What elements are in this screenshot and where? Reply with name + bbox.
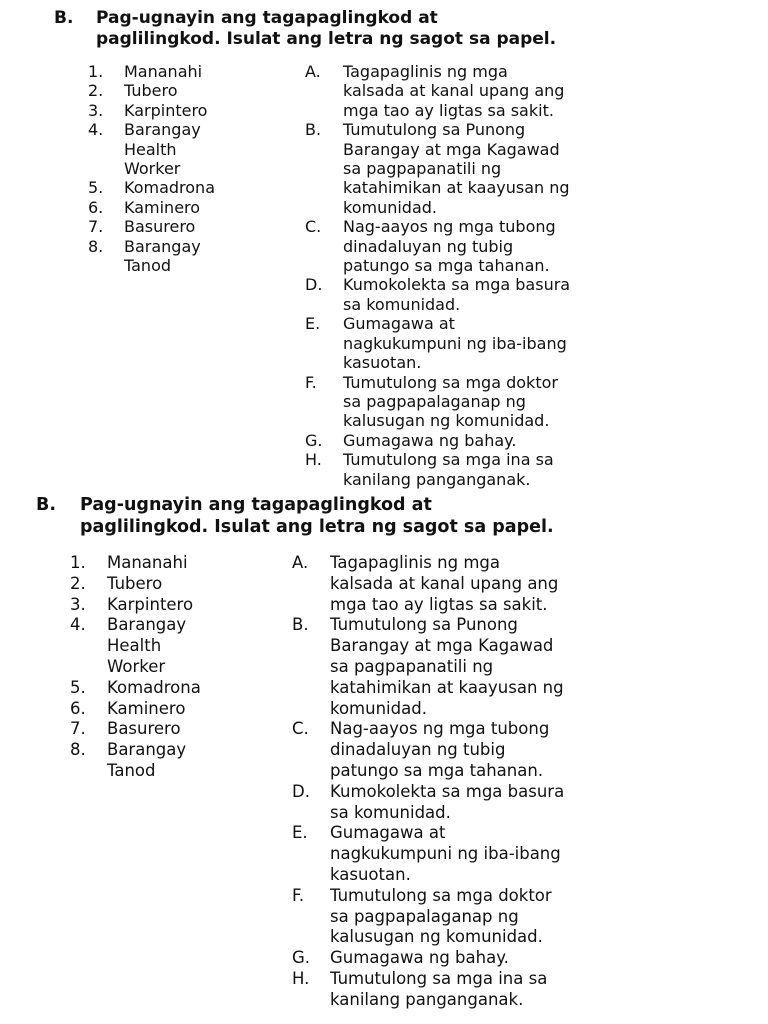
worker-name [124,120,201,178]
service-item [292,823,742,885]
text-line: Kaminero [124,197,201,217]
exercise-section-2 [0,494,768,1024]
service-description [330,886,552,948]
text-line: Kumokolekta sa mga basura [343,275,571,295]
worker-item [70,615,285,677]
text-line: Tubero [107,573,163,593]
service-description [330,719,549,781]
worker-number: 3. [70,594,86,614]
service-item [305,217,735,275]
worker-name [124,178,215,197]
service-letter: A. [305,62,321,81]
text-line: Tubero [124,81,178,101]
worker-number: 1. [70,553,86,572]
service-letter: H. [305,450,322,470]
workers-list [70,553,285,782]
text-line: mga tao ay ligtas sa sakit. [343,100,554,120]
text-line: Basurero [124,217,196,237]
instructions-line: Pag-ugnayin ang tagapaglingkod at [96,8,438,28]
services-list [292,553,742,1011]
text-line: nagkukumpuni ng iba-ibang [343,333,567,353]
service-description [343,314,567,372]
service-letter: F. [292,885,305,905]
worker-item [88,198,293,217]
text-line: kanilang panganganak. [330,989,524,1009]
worker-name [124,62,202,81]
text-line: Worker [107,656,166,676]
worker-name [107,699,185,720]
worker-number: 8. [88,236,104,256]
text-line: dinadaluyan ng tubig [330,740,506,760]
worker-name [124,198,200,217]
worker-number: 2. [88,81,104,101]
text-line: kanilang panganganak. [343,469,531,489]
text-line: nagkukumpuni ng iba-ibang [330,844,561,864]
text-line: Barangay at mga Kagawad [330,636,554,656]
worker-name [124,237,201,276]
service-letter: A. [292,553,309,572]
text-line: patungo sa mga tahanan. [330,760,544,780]
worker-name [107,719,181,740]
worker-item [70,719,285,740]
text-line: sa pagpapanatili ng [330,656,494,676]
text-line: kalusugan ng komunidad. [343,411,550,431]
service-description [343,62,564,120]
worker-item [88,101,293,120]
worker-item [70,595,285,616]
text-line: Tumutulong sa Punong [330,615,518,635]
exercise-instructions [80,494,554,538]
text-line: Gumagawa ng bahay. [343,430,517,450]
service-description [330,553,558,615]
text-line: Mananahi [107,553,188,572]
service-description [330,782,564,824]
worker-item [88,62,293,81]
worker-name [124,101,207,120]
service-item [292,782,742,824]
text-line: Tumutulong sa Punong [343,120,526,140]
instructions-line: paglilingkod. Isulat ang letra ng sagot sa papel. [80,517,554,537]
text-line: komunidad. [330,698,427,718]
section-letter: B. [54,8,74,28]
service-letter: B. [292,615,309,635]
service-item [292,553,742,615]
worker-name [107,678,201,699]
exercise-section-1 [0,0,768,490]
text-line: kalusugan ng komunidad. [330,927,543,947]
text-line: Kumokolekta sa mga basura [330,781,565,801]
worker-number: 5. [70,677,86,697]
service-description [343,373,558,431]
text-line: Health [124,139,177,159]
text-line: dinadaluyan ng tubig [343,236,514,256]
text-line: Tanod [124,256,172,276]
text-line: katahimikan at kaayusan ng [343,178,570,198]
service-letter: E. [292,823,308,843]
worker-number: 5. [88,178,104,198]
worker-item [88,81,293,100]
exercise-instructions [96,8,556,50]
instructions-line: paglilingkod. Isulat ang letra ng sagot sa papel. [96,29,557,49]
text-line: katahimikan at kaayusan ng [330,677,564,697]
service-description [343,275,570,314]
worker-item [70,678,285,699]
service-item [305,314,735,372]
exercise-header [54,8,556,50]
service-letter: C. [292,719,309,739]
text-line: Barangay [107,740,187,760]
worker-item [88,217,293,236]
worker-number: 7. [88,217,104,237]
text-line: kalsada at kanal upang ang [343,81,565,101]
service-letter: H. [292,968,310,988]
worker-number: 6. [70,698,86,718]
service-item [305,62,735,120]
worker-number: 1. [88,62,104,81]
worker-item [88,178,293,197]
service-item [292,719,742,781]
service-item [292,948,742,969]
text-line: Karpintero [124,100,208,120]
worker-name [124,217,195,236]
worker-number: 3. [88,100,104,120]
text-line: Tumutulong sa mga ina sa [330,968,548,988]
worker-number: 8. [70,740,86,760]
exercise-header [36,494,554,538]
worker-name [107,615,186,677]
text-line: mga tao ay ligtas sa sakit. [330,594,548,614]
text-line: sa komunidad. [330,802,451,822]
text-line: Barangay [107,615,187,635]
worker-number: 4. [88,120,104,140]
service-description [343,431,516,450]
service-letter: G. [292,948,311,968]
text-line: Komadrona [107,677,201,697]
text-line: Tanod [107,760,156,780]
service-description [330,969,547,1011]
text-line: Kaminero [107,698,186,718]
worker-number: 7. [70,719,86,739]
service-description [330,823,561,885]
text-line: patungo sa mga tahanan. [343,256,550,276]
service-letter: D. [305,275,323,295]
service-item [292,615,742,719]
text-line: komunidad. [343,197,437,217]
text-line: Tumutulong sa mga doktor [330,885,552,905]
text-line: sa pagpapalaganap ng [343,391,526,411]
worker-item [88,120,293,178]
worker-name [107,595,193,616]
text-line: Barangay [124,236,201,256]
text-line: Worker [124,159,181,179]
service-letter: D. [292,781,310,801]
service-description [343,120,570,217]
service-item [305,431,735,450]
worker-item [70,574,285,595]
text-line: sa pagpapalaganap ng [330,906,519,926]
worker-item [70,740,285,782]
text-line: Mananahi [124,62,203,81]
text-line: sa pagpapanatili ng [343,159,502,179]
service-letter: C. [305,217,322,237]
text-line: kalsada at kanal upang ang [330,573,559,593]
worker-name [107,740,186,782]
worker-name [107,553,188,574]
service-description [330,948,509,969]
service-letter: G. [305,430,323,450]
service-item [292,886,742,948]
text-line: sa komunidad. [343,294,461,314]
text-line: Barangay at mga Kagawad [343,139,560,159]
service-letter: E. [305,314,321,334]
worker-item [88,237,293,276]
text-line: Barangay [124,120,201,140]
service-item [305,275,735,314]
text-line: Nag-aayos ng mga tubong [343,217,556,237]
text-line: Tagapaglinis ng mga [330,553,500,572]
worker-number: 4. [70,615,86,635]
text-line: Health [107,636,162,656]
text-line: Komadrona [124,178,215,198]
service-item [305,373,735,431]
workers-list [88,62,293,275]
service-description [343,450,554,489]
worker-name [124,81,178,100]
instructions-line: Pag-ugnayin ang tagapaglingkod at [80,495,432,515]
text-line: Nag-aayos ng mga tubong [330,719,550,739]
text-line: kasuotan. [330,864,411,884]
service-description [330,615,564,719]
text-line: Gumagawa ng bahay. [330,948,509,968]
text-line: Tumutulong sa mga doktor [343,372,558,392]
text-line: Gumagawa at [343,314,455,334]
service-item [305,120,735,217]
section-letter: B. [36,495,56,515]
text-line: Karpintero [107,594,194,614]
text-line: kasuotan. [343,353,422,373]
service-item [305,450,735,489]
worker-name [107,574,162,595]
service-letter: B. [305,120,322,140]
service-description [343,217,556,275]
text-line: Tagapaglinis ng mga [343,62,508,81]
service-letter: F. [305,372,317,392]
worker-number: 2. [70,573,86,593]
text-line: Tumutulong sa mga ina sa [343,450,554,470]
text-line: Basurero [107,719,181,739]
services-list [305,62,735,489]
worker-item [70,553,285,574]
worker-number: 6. [88,197,104,217]
text-line: Gumagawa at [330,823,446,843]
worker-item [70,699,285,720]
service-item [292,969,742,1011]
